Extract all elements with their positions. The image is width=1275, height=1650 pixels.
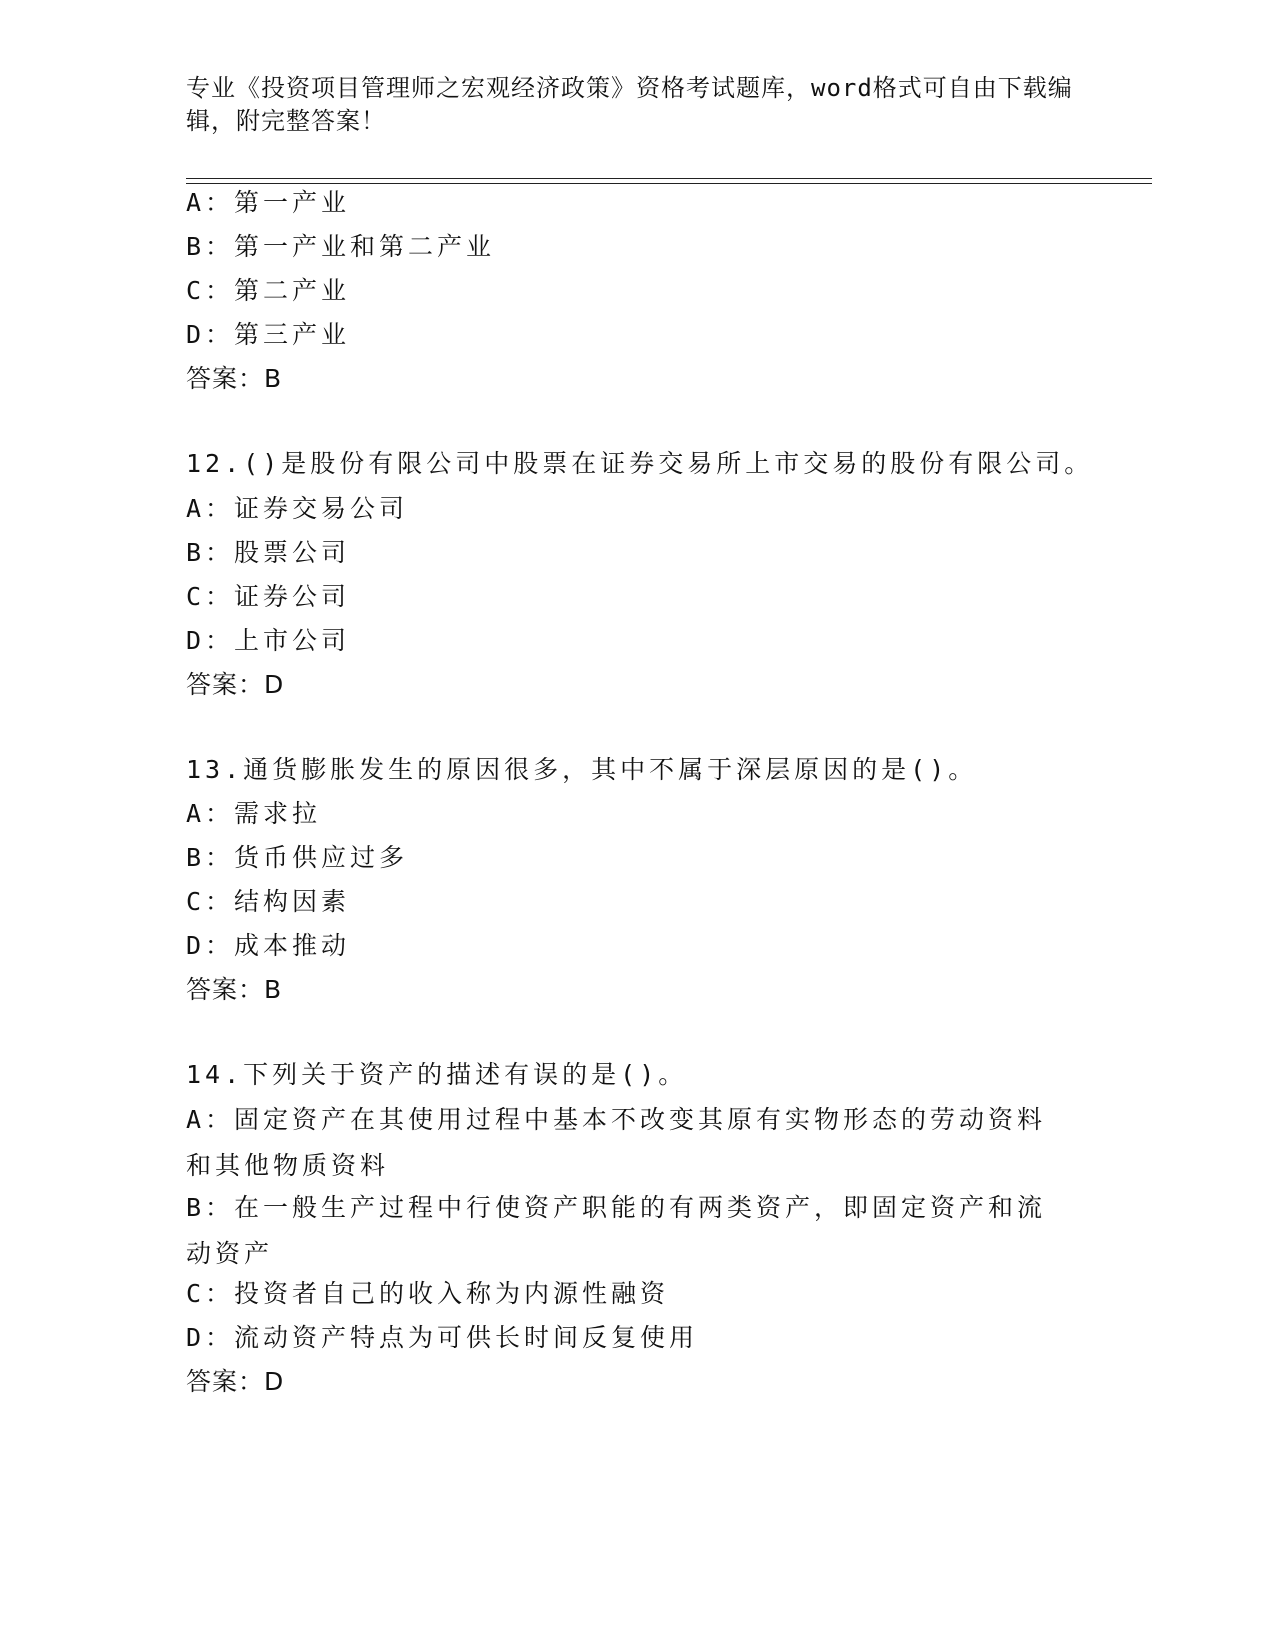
q14-option-a: A：固定资产在其使用过程中基本不改变其原有实物形态的劳动资料和其他物质资料 bbox=[186, 1105, 1047, 1180]
q12-option-c: C：证券公司 bbox=[186, 582, 351, 611]
q14-answer: 答案：D bbox=[186, 1367, 285, 1396]
q13-stem: 13.通货膨胀发生的原因很多，其中不属于深层原因的是()。 bbox=[186, 755, 978, 784]
document-header: 专业《投资项目管理师之宏观经济政策》资格考试题库，word格式可自由下载编辑，附完整答案！ bbox=[186, 74, 1073, 135]
q11-option-a: A：第一产业 bbox=[186, 188, 351, 217]
q14-stem: 14.下列关于资产的描述有误的是()。 bbox=[186, 1060, 688, 1089]
header-divider-bottom bbox=[186, 183, 1152, 184]
q14-option-b: B：在一般生产过程中行使资产职能的有两类资产，即固定资产和流动资产 bbox=[186, 1193, 1047, 1268]
q12-stem: 12.()是股份有限公司中股票在证券交易所上市交易的股份有限公司。 bbox=[186, 449, 1094, 478]
q11-option-c: C：第二产业 bbox=[186, 276, 351, 305]
q13-answer: 答案：B bbox=[186, 975, 283, 1004]
header-divider-top bbox=[186, 178, 1152, 179]
q12-answer: 答案：D bbox=[186, 670, 285, 699]
q13-option-c: C：结构因素 bbox=[186, 887, 351, 916]
q13-option-a: A：需求拉 bbox=[186, 799, 322, 828]
q14-option-d: D：流动资产特点为可供长时间反复使用 bbox=[186, 1323, 699, 1352]
q11-answer: 答案：B bbox=[186, 364, 283, 393]
q14-option-c: C：投资者自己的收入称为内源性融资 bbox=[186, 1279, 670, 1308]
q11-option-d: D：第三产业 bbox=[186, 320, 351, 349]
q13-option-b: B：货币供应过多 bbox=[186, 843, 409, 872]
q12-option-a: A：证券交易公司 bbox=[186, 494, 409, 523]
q11-option-b: B：第一产业和第二产业 bbox=[186, 232, 496, 261]
q12-option-b: B：股票公司 bbox=[186, 538, 351, 567]
q12-option-d: D：上市公司 bbox=[186, 626, 351, 655]
q13-option-d: D：成本推动 bbox=[186, 931, 351, 960]
